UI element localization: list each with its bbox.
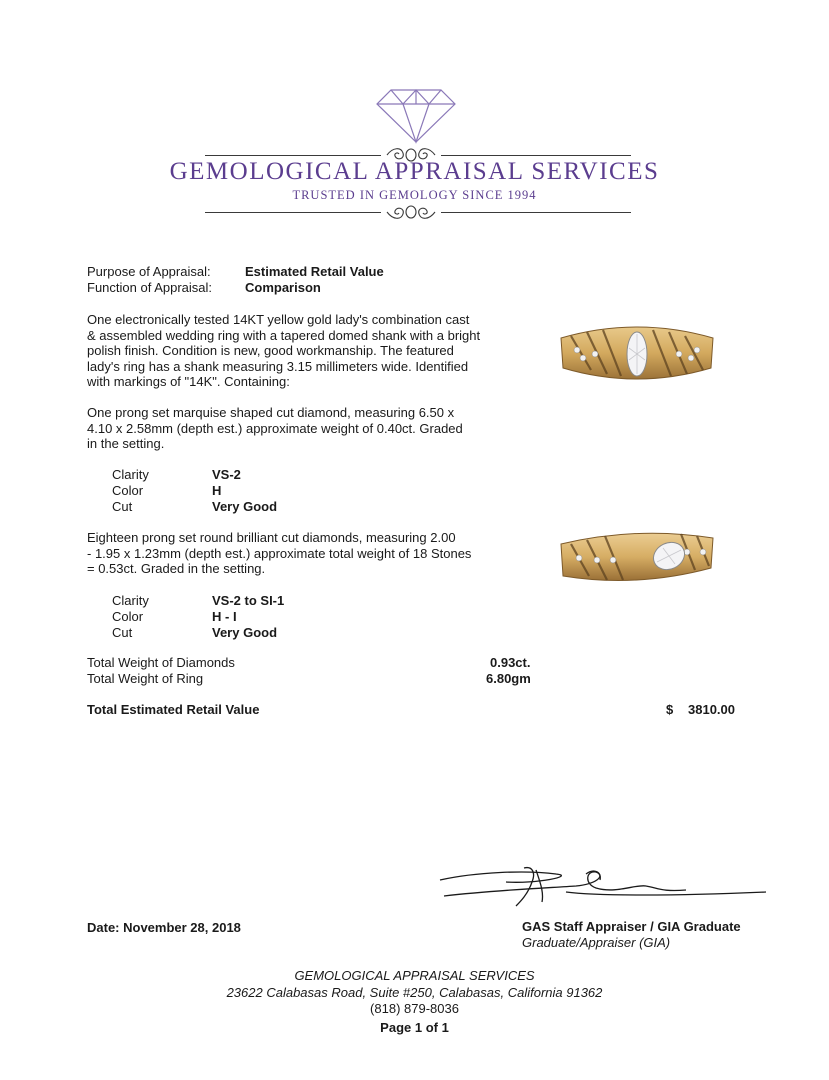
- total-retail-value: 3810.00: [688, 702, 735, 717]
- stone1-clarity-value: VS-2: [212, 467, 241, 482]
- stone2-color-value: H - I: [212, 609, 237, 624]
- diamond-logo-icon: [375, 88, 457, 144]
- stone2-clarity-label: Clarity: [112, 593, 149, 608]
- stone1-clarity-label: Clarity: [112, 467, 149, 482]
- stone2-line: - 1.95 x 1.23mm (depth est.) approximate total weight of 18 Stones: [87, 545, 472, 561]
- description-line: lady's ring has a shank measuring 3.15 millimeters wide. Identified: [87, 358, 469, 374]
- stone2-clarity-value: VS-2 to SI-1: [212, 593, 285, 608]
- total-diamonds-label: Total Weight of Diamonds: [87, 655, 235, 670]
- ring-photo-angled: [557, 522, 717, 592]
- purpose-value: Estimated Retail Value: [245, 264, 384, 279]
- currency-symbol: $: [666, 702, 674, 717]
- footer-phone: (818) 879-8036: [370, 1001, 459, 1016]
- function-label: Function of Appraisal:: [87, 280, 213, 295]
- header-bottom-rule-right: [441, 212, 631, 213]
- total-ring-value: 6.80gm: [486, 671, 531, 686]
- stone1-color-value: H: [212, 483, 222, 498]
- header-top-rule: [205, 155, 381, 156]
- total-retail-label: Total Estimated Retail Value: [87, 702, 260, 717]
- appraiser-signature: [436, 862, 776, 912]
- description-line: & assembled wedding ring with a tapered domed shank with a bright: [87, 327, 481, 343]
- header-bottom-rule: [205, 212, 381, 213]
- stone1-color-label: Color: [112, 483, 144, 498]
- ring-photo-front: [557, 318, 717, 388]
- stone1-description: [87, 405, 517, 452]
- stone1-line: in the setting.: [87, 436, 165, 451]
- description-line: One electronically tested 14KT yellow gold lady's combination cast: [87, 312, 470, 327]
- total-diamonds-value: 0.93ct.: [490, 655, 531, 670]
- stone2-cut-label: Cut: [112, 625, 133, 640]
- total-ring-label: Total Weight of Ring: [87, 671, 204, 686]
- header-top-rule-right: [441, 155, 631, 156]
- stone2-line: Eighteen prong set round brilliant cut diamonds, measuring 2.00: [87, 530, 456, 545]
- stone1-line: 4.10 x 2.58mm (depth est.) approximate weight of 0.40ct. Graded: [87, 420, 463, 436]
- ornament-bottom-icon: [383, 202, 439, 222]
- stone2-color-label: Color: [112, 609, 144, 624]
- company-tagline: TRUSTED IN GEMOLOGY SINCE 1994: [292, 188, 537, 202]
- footer-company: GEMOLOGICAL APPRAISAL SERVICES: [294, 968, 535, 983]
- stone1-line: One prong set marquise shaped cut diamond, measuring 6.50 x: [87, 405, 455, 420]
- description-line: polish finish. Condition is new, good workmanship. The featured: [87, 343, 454, 358]
- stone2-description: [87, 530, 517, 577]
- stone2-cut-value: Very Good: [212, 625, 278, 640]
- description-line: with markings of "14K". Containing:: [87, 374, 290, 389]
- footer-address: 23622 Calabasas Road, Suite #250, Calabasas, California 91362: [226, 985, 603, 1000]
- ring-description: [87, 312, 517, 390]
- appraiser-title: GAS Staff Appraiser / GIA Graduate: [522, 919, 741, 934]
- page-number: Page 1 of 1: [380, 1020, 449, 1035]
- stone1-cut-label: Cut: [112, 499, 133, 514]
- stone2-line: = 0.53ct. Graded in the setting.: [87, 561, 266, 576]
- purpose-label: Purpose of Appraisal:: [87, 264, 211, 279]
- stone1-cut-value: Very Good: [212, 499, 278, 514]
- appraiser-subtitle: Graduate/Appraiser (GIA): [522, 935, 671, 950]
- function-value: Comparison: [245, 280, 321, 295]
- company-title: GEMOLOGICAL APPRAISAL SERVICES: [169, 158, 660, 185]
- appraisal-date: Date: November 28, 2018: [87, 920, 241, 935]
